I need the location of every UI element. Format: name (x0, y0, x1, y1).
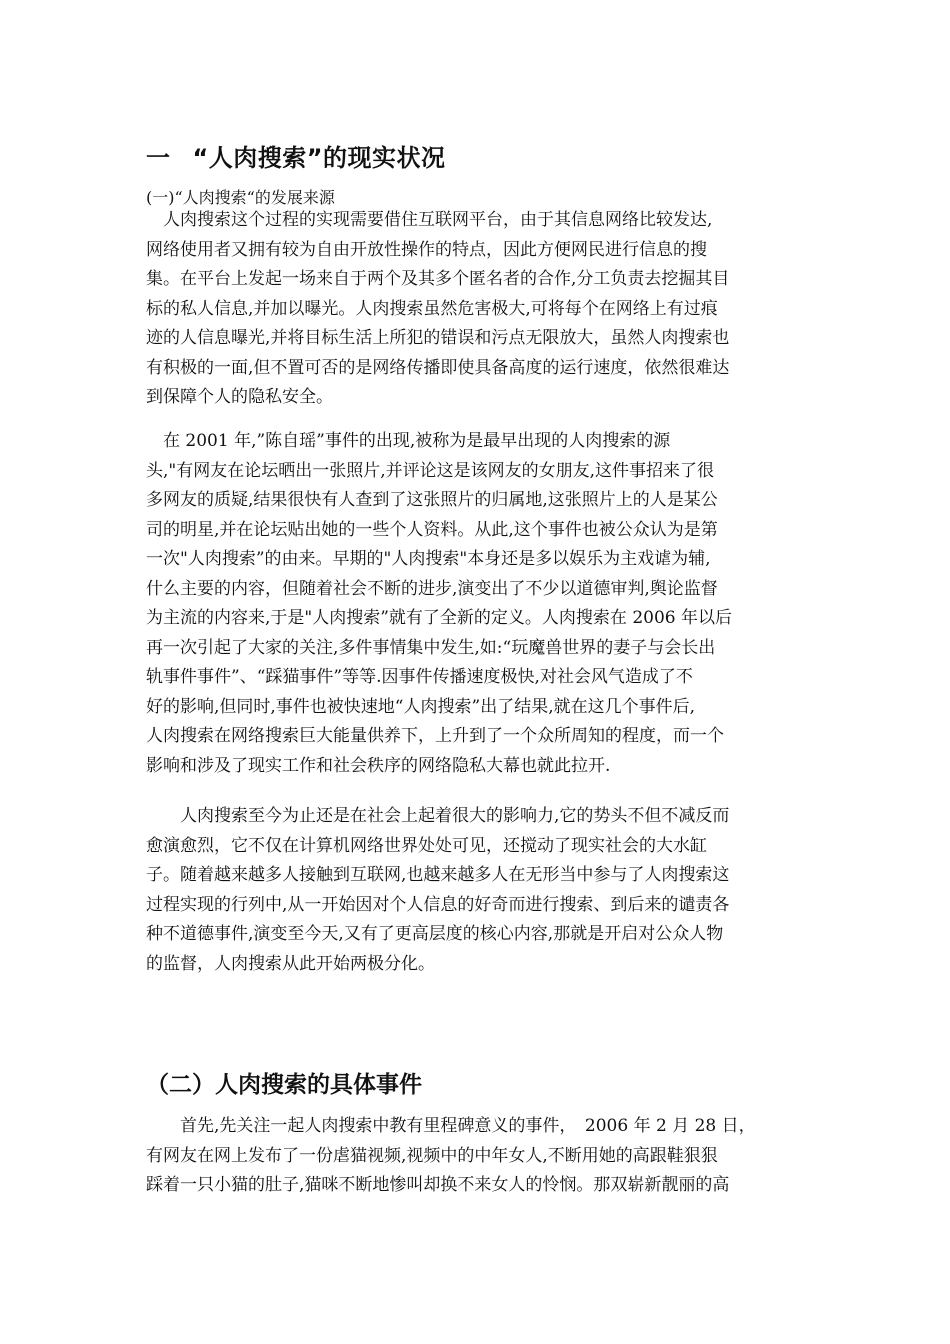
text-line: 头,"有网友在论坛晒出一张照片,并评论这是该网友的女朋友,这件事招来了很 (146, 460, 715, 481)
text-line: 集。在平台上发起一场来自于两个及其多个匿名者的合作,分工负责去挖掘其目 (146, 269, 730, 289)
text-line: 人肉搜索至今为止还是在社会上起着很大的影响力,它的势头不但不减反而 (146, 806, 730, 826)
text-line: 有网友在网上发布了一份虐猫视频,视频中的中年女人,不断用她的高跟鞋狠狠 (146, 1145, 718, 1166)
paragraph-4 (146, 1112, 806, 1201)
text-line: 在 2001 年,”陈自瑶”事件的出现,被称为是最早出现的人肉搜索的源 (146, 431, 671, 451)
text-line: 人肉搜索这个过程的实现需要借住互联网平台，由于其信息网络比较发达, (146, 210, 713, 230)
text-line: 到保障个人的隐私安全。 (146, 387, 333, 407)
text-line: 首先,先关注一起人肉搜索中教有里程碑意义的事件， 2006 年 2 月 28 日， (146, 1116, 756, 1136)
text-line: 迹的人信息曝光,并将目标生活上所犯的错误和污点无限放大，虽然人肉搜索也 (146, 328, 730, 348)
text-line: 有积极的一面,但不置可否的是网络传播即使具备高度的运行速度，依然很难达 (146, 357, 730, 378)
text-line: 种不道德事件,演变至今天,又有了更高层度的核心内容,那就是开启对公众人物 (146, 924, 724, 944)
text-line: 人肉搜索在网络搜索巨大能量供养下，上升到了一个众所周知的程度，而一个 (146, 726, 724, 746)
text-line: 一次"人肉搜索”的由来。早期的"人肉搜索"本身还是多以娱乐为主戏谑为辅, (146, 549, 711, 569)
text-line: 再一次引起了大家的关注,多件事情集中发生,如:“玩魔兽世界的妻子与会长出 (146, 637, 716, 658)
text-line: 什么主要的内容，但随着社会不断的进步,演变出了不少以道德审判,舆论监督 (146, 578, 718, 599)
text-line: 为主流的内容来,于是"人肉搜索”就有了全新的定义。人肉搜索在 2006 年以后 (146, 608, 732, 628)
text-line: 标的私人信息,并加以曝光。人肉搜索虽然危害极大,可将每个在网络上有过痕 (146, 298, 718, 319)
text-line: 网络使用者又拥有较为自由开放性操作的特点，因此方便网民进行信息的搜 (146, 239, 707, 260)
text-line: 好的影响,但同时,事件也被快速地“人肉搜索”出了结果,就在这几个事件后, (146, 696, 695, 717)
text-line: 轨事件事件”、“踩猫事件”等等.因事件传播速度极快,对社会风气造成了不 (146, 667, 693, 687)
text-line: 踩着一只小猫的肚子,猫咪不断地惨叫却换不来女人的怜悯。那双崭新靓丽的高 (146, 1175, 730, 1195)
text-line: 的监督，人肉搜索从此开始两极分化。 (146, 953, 435, 974)
section-heading-2: （二）人肉搜索的具体事件 (146, 1072, 422, 1098)
text-line: 司的明星,并在论坛贴出她的一些个人资料。从此,这个事件也被公众认为是第 (146, 519, 718, 540)
section-title: “人肉搜索”的现实状况 (192, 144, 446, 172)
text-line: 影响和涉及了现实工作和社会秩序的网络隐私大幕也就此拉开. (146, 755, 611, 776)
text-line: 多网友的质疑,结果很快有人查到了这张照片的归属地,这张照片上的人是某公 (146, 490, 718, 510)
text-line: 过程实现的行列中,从一开始因对个人信息的好奇而进行搜索、到后来的谴责各 (146, 894, 730, 915)
text-line: 愈演愈烈，它不仅在计算机网络世界处处可见，还搅动了现实社会的大水缸 (146, 835, 707, 856)
section-number: 一 (146, 144, 171, 172)
section-heading-1 (146, 138, 446, 173)
text-line: 子。随着越来越多人接触到互联网,也越来越多人在无形当中参与了人肉搜索这 (146, 865, 730, 885)
paragraph-3 (146, 802, 806, 979)
subsection-heading-1: (一)“人肉搜索“的发展来源 (146, 188, 335, 207)
paragraph-1 (146, 206, 806, 413)
paragraph-2 (146, 427, 806, 781)
